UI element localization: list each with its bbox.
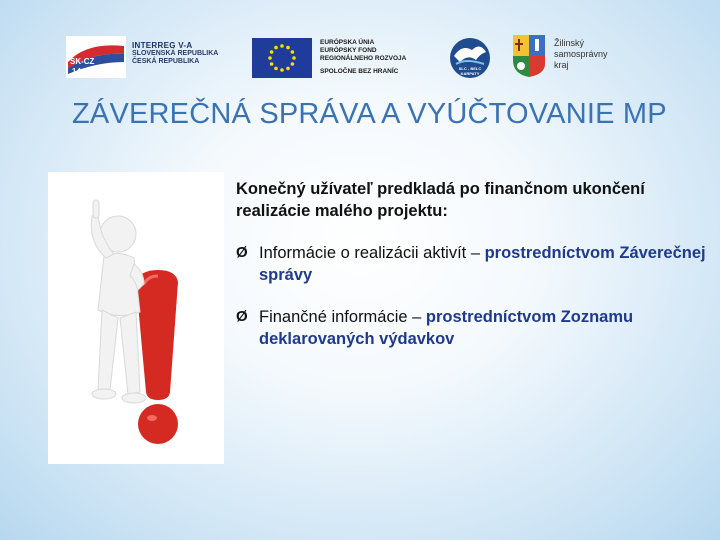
- bullet-emphasis: prostredníctvom Záverečnej správy: [259, 244, 706, 284]
- logo-bar: [60, 30, 660, 86]
- arrow-bullet-icon: Ø: [236, 308, 248, 325]
- eu-logo: [252, 38, 442, 82]
- bullet-list: [236, 242, 706, 350]
- illustration-figure-with-exclamation: [48, 172, 224, 464]
- bullet-text: Informácie o realizácii aktivít –: [259, 244, 485, 262]
- arrow-bullet-icon: Ø: [236, 244, 248, 261]
- intro-paragraph: Konečný užívateľ predkladá po finančnom ukončení realizácie malého projektu:: [236, 180, 645, 220]
- interreg-line-2: SLOVENSKÁ REPUBLIKA: [132, 50, 219, 57]
- zsk-line-1: Žilinský: [554, 38, 585, 48]
- eu-flag-icon: [252, 38, 312, 78]
- eu-text: [320, 39, 406, 63]
- zsk-line-2: samosprávny: [554, 49, 608, 59]
- eu-line-3: REGIONÁLNEHO ROZVOJA: [320, 55, 407, 62]
- interreg-code: SK-CZ: [70, 57, 95, 66]
- coat-of-arms-icon: [512, 34, 546, 78]
- eu-stars-icon: [252, 38, 312, 78]
- zilinsky-kraj-text: [554, 38, 608, 71]
- circle-logo-line-2: KARPATY: [460, 71, 480, 76]
- region-circle-logo-icon: [446, 36, 494, 80]
- zsk-line-3: kraj: [554, 60, 569, 70]
- zilinsky-kraj-logo: [512, 32, 628, 86]
- bullet-item: [236, 242, 706, 286]
- slide-title: ZÁVEREČNÁ SPRÁVA A VYÚČTOVANIE MP: [72, 98, 667, 130]
- interreg-line-1: INTERREG V-A: [132, 41, 193, 50]
- interreg-line-3: ČESKÁ REPUBLIKA: [132, 58, 200, 65]
- figure-exclamation-icon: [48, 172, 224, 464]
- bullet-item: [236, 306, 706, 350]
- eu-line-1: EURÓPSKA ÚNIA: [320, 39, 375, 46]
- interreg-years: 14-20: [72, 67, 93, 76]
- interreg-text: [132, 42, 218, 66]
- content-body: [236, 178, 706, 370]
- bullet-emphasis: prostredníctvom Zoznamu deklarovaných výdavkov: [259, 308, 634, 348]
- eu-tagline: SPOLOČNE BEZ HRANÍC: [320, 68, 399, 75]
- circle-logo-line-1: SLC - BELC: [458, 66, 482, 71]
- eu-line-2: EURÓPSKY FOND: [320, 47, 377, 54]
- interreg-mark-icon: [66, 36, 126, 78]
- bullet-text: Finančné informácie –: [259, 308, 426, 326]
